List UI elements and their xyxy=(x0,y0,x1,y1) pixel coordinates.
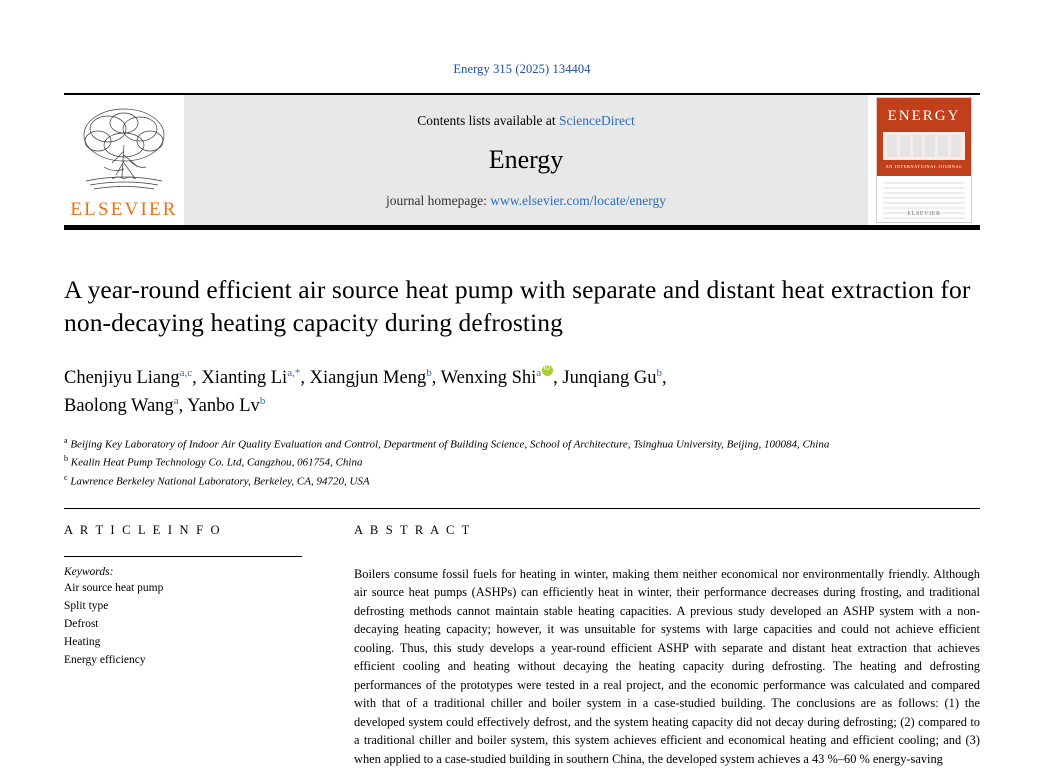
author-name: Baolong Wang xyxy=(64,396,174,417)
journal-homepage-link[interactable]: www.elsevier.com/locate/energy xyxy=(490,193,667,208)
cover-subtitle: AN INTERNATIONAL JOURNAL xyxy=(885,164,963,169)
author-affil-mark: b xyxy=(426,367,432,380)
author-item xyxy=(310,368,441,388)
keywords-list xyxy=(64,579,302,670)
running-head: Energy 315 (2025) 134404 xyxy=(453,62,591,76)
title-block xyxy=(64,274,980,339)
author-sep: , xyxy=(553,368,563,389)
sciencedirect-link[interactable]: ScienceDirect xyxy=(559,113,635,128)
page-title: A year-round efficient air source heat pump with separate and distant heat extraction for non-decaying heating capacity during defrosting xyxy=(64,275,971,337)
elsevier-wordmark: ELSEVIER xyxy=(70,199,178,220)
abstract-spacer xyxy=(354,538,980,565)
journal-cover xyxy=(868,95,980,225)
affiliation-list xyxy=(64,435,980,490)
author-name: Chenjiyu Liang xyxy=(64,368,180,389)
affiliation-text: Beijing Key Laboratory of Indoor Air Quality Evaluation and Control, Department of Building Science, School of Architecture, Tsinghua University, Beijing, 100084, China xyxy=(70,438,830,451)
author-affil-mark: a,* xyxy=(287,367,301,380)
author-affil-mark: b xyxy=(259,395,266,408)
orcid-icon[interactable] xyxy=(542,365,553,376)
keywords-divider xyxy=(64,556,302,557)
author-affil-mark: a xyxy=(536,367,542,380)
author-name: Yanbo Lv xyxy=(187,396,260,417)
abstract-text: Boilers consume fossil fuels for heating in winter, making them neither economical nor environmentally friendly. Although air source heat pumps (ASHPs) can efficiently heat in winter, their performance decreases during frosting, and traditional defrosting methods cannot maintain stable heating capacities. A previous study developed an ASHP system with a non-decaying heating capacity; however, it was unsuitable for systems with large capacities and could not achieve efficient cooling. Thus, this study develops a year-round efficient ASHP with separate and distant heat extraction that achieves efficient cooling and heating without decaying the heating capacity during defrosting. The heating and defrosting performances of the prototypes were tested in a real project, and the economic performance was calculated and compared with that of a traditional chiller and boiler system in a case-studied building. The conclusions are as follows: (1) the developed system could effectively defrost, and the system heating capacity did not decay during defrosting; (2) compared to a traditional chiller and boiler system, this system achieves efficient and economical heating and efficient cooling; and (3) when applied to a case-studied building in southern China, the developed system achieves a 43 %–60 % energy-saving xyxy=(354,566,980,766)
homepage-prefix: journal homepage: xyxy=(385,193,487,208)
author-list xyxy=(64,365,980,421)
journal-title: Energy xyxy=(488,145,564,174)
affiliation-item xyxy=(64,453,980,471)
masthead-bottom-rule xyxy=(64,225,980,230)
affiliation-label: c xyxy=(64,472,68,482)
keyword-item: Defrost xyxy=(64,618,99,631)
elsevier-logo xyxy=(64,95,184,225)
affiliation-item xyxy=(64,435,980,453)
author-affil-mark: a,c xyxy=(179,367,193,380)
contents-available-line xyxy=(417,113,634,129)
cover-title: ENERGY xyxy=(887,108,961,124)
author-name: Junqiang Gu xyxy=(562,368,657,389)
affiliation-text: Kealin Heat Pump Technology Co. Ltd, Cangzhou, 061754, China xyxy=(70,456,363,469)
article-info-column xyxy=(64,523,302,768)
journal-masthead xyxy=(64,93,980,225)
section-divider xyxy=(64,508,980,509)
cover-top-band xyxy=(877,98,971,176)
cover-thumbnail xyxy=(876,97,972,223)
author-sep: , xyxy=(300,368,310,389)
keywords-label: Keywords: xyxy=(64,565,114,578)
author-name: Wenxing Shi xyxy=(440,368,537,389)
journal-homepage-line xyxy=(386,193,666,209)
author-name: Xianting Li xyxy=(201,368,288,389)
author-item xyxy=(64,396,187,416)
author-sep: , xyxy=(178,396,188,417)
cover-band-lines xyxy=(887,135,961,157)
author-item xyxy=(562,368,666,388)
affiliation-item xyxy=(64,472,980,490)
affiliation-text: Lawrence Berkeley National Laboratory, Berkeley, CA, 94720, USA xyxy=(70,475,370,488)
affiliation-label: b xyxy=(64,454,68,464)
author-sep: , xyxy=(431,368,441,389)
cover-publisher-logo: ELSEVIER xyxy=(907,211,941,217)
author-affil-mark: b xyxy=(656,367,662,380)
author-item xyxy=(201,368,309,388)
keyword-item: Split type xyxy=(64,600,109,613)
author-affil-mark: a xyxy=(173,395,179,408)
elsevier-tree-icon xyxy=(68,101,180,197)
masthead-center xyxy=(184,95,868,225)
keyword-item: Air source heat pump xyxy=(64,581,164,594)
author-name: Xiangjun Meng xyxy=(309,368,427,389)
author-sep: , xyxy=(192,368,202,389)
keyword-item: Heating xyxy=(64,636,101,649)
affiliation-label: a xyxy=(64,436,68,446)
keyword-item: Energy efficiency xyxy=(64,654,146,667)
contents-prefix: Contents lists available at xyxy=(417,113,556,128)
author-item xyxy=(441,368,563,388)
abstract-heading: A B S T R A C T xyxy=(354,522,472,537)
article-info-heading: A R T I C L E I N F O xyxy=(64,522,222,537)
info-abstract-row xyxy=(64,523,980,768)
author-item xyxy=(64,368,201,388)
author-item xyxy=(187,396,265,416)
abstract-column xyxy=(354,523,980,768)
author-sep: , xyxy=(661,368,667,389)
